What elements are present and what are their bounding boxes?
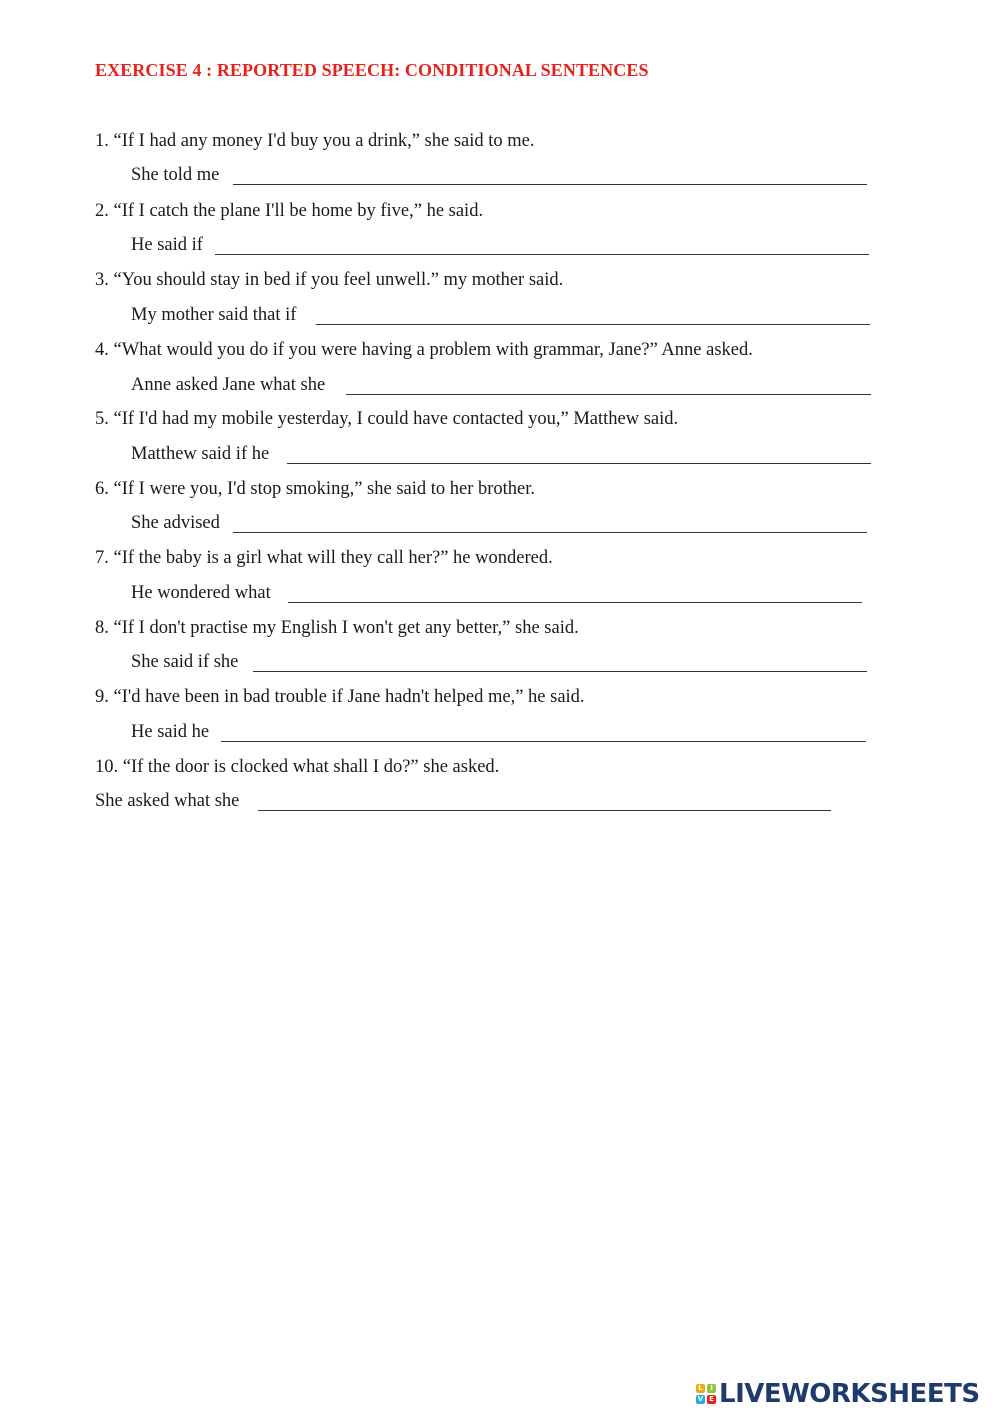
question-10: 10. “If the door is clocked what shall I do?” she asked. — [95, 757, 500, 777]
logo-tile-v: V — [697, 1395, 704, 1403]
prompt-10: She asked what she — [95, 791, 240, 811]
answer-field-6[interactable] — [233, 532, 867, 533]
answer-field-5[interactable] — [287, 463, 871, 464]
logo-tile-i: I — [707, 1384, 716, 1393]
prompt-2: He said if — [131, 235, 203, 255]
logo-tile-l: L — [696, 1384, 705, 1393]
prompt-9: He said he — [131, 722, 210, 742]
question-7: 7. “If the baby is a girl what will they call her?” he wondered. — [95, 548, 553, 568]
question-9: 9. “I'd have been in bad trouble if Jane hadn't helped me,” he said. — [95, 687, 585, 707]
answer-field-9[interactable] — [221, 741, 866, 742]
prompt-5: Matthew said if he — [131, 444, 270, 464]
prompt-7: He wondered what — [131, 583, 271, 603]
answer-field-7[interactable] — [288, 602, 862, 603]
question-3: 3. “You should stay in bed if you feel unwell.” my mother said. — [95, 270, 564, 290]
question-4: 4. “What would you do if you were having a problem with grammar, Jane?” Anne asked. — [95, 340, 753, 360]
question-6: 6. “If I were you, I'd stop smoking,” she said to her brother. — [95, 479, 536, 499]
prompt-6: She advised — [131, 513, 220, 533]
prompt-4: Anne asked Jane what she — [131, 375, 326, 395]
prompt-1: She told me — [131, 165, 220, 185]
answer-field-8[interactable] — [253, 671, 867, 672]
answer-field-4[interactable] — [346, 394, 871, 395]
answer-field-1[interactable] — [233, 184, 867, 185]
answer-field-10[interactable] — [258, 810, 831, 811]
answer-field-3[interactable] — [316, 324, 870, 325]
logo-text: LIVEWORKSHEETS — [719, 1379, 980, 1409]
question-1: 1. “If I had any money I'd buy you a drink,” she said to me. — [95, 131, 535, 151]
prompt-8: She said if she — [131, 652, 239, 672]
question-5: 5. “If I'd had my mobile yesterday, I could have contacted you,” Matthew said. — [95, 409, 679, 429]
question-8: 8. “If I don't practise my English I won't get any better,” she said. — [95, 618, 579, 638]
prompt-3: My mother said that if — [131, 305, 297, 325]
question-2: 2. “If I catch the plane I'll be home by five,” he said. — [95, 201, 484, 221]
answer-field-2[interactable] — [215, 254, 869, 255]
logo-tile-e: E — [707, 1395, 716, 1404]
exercise-title: EXERCISE 4 : REPORTED SPEECH: CONDITIONAL SENTENCES — [95, 60, 649, 80]
liveworksheets-logo — [696, 1378, 980, 1410]
logo-grid-icon — [696, 1384, 716, 1404]
